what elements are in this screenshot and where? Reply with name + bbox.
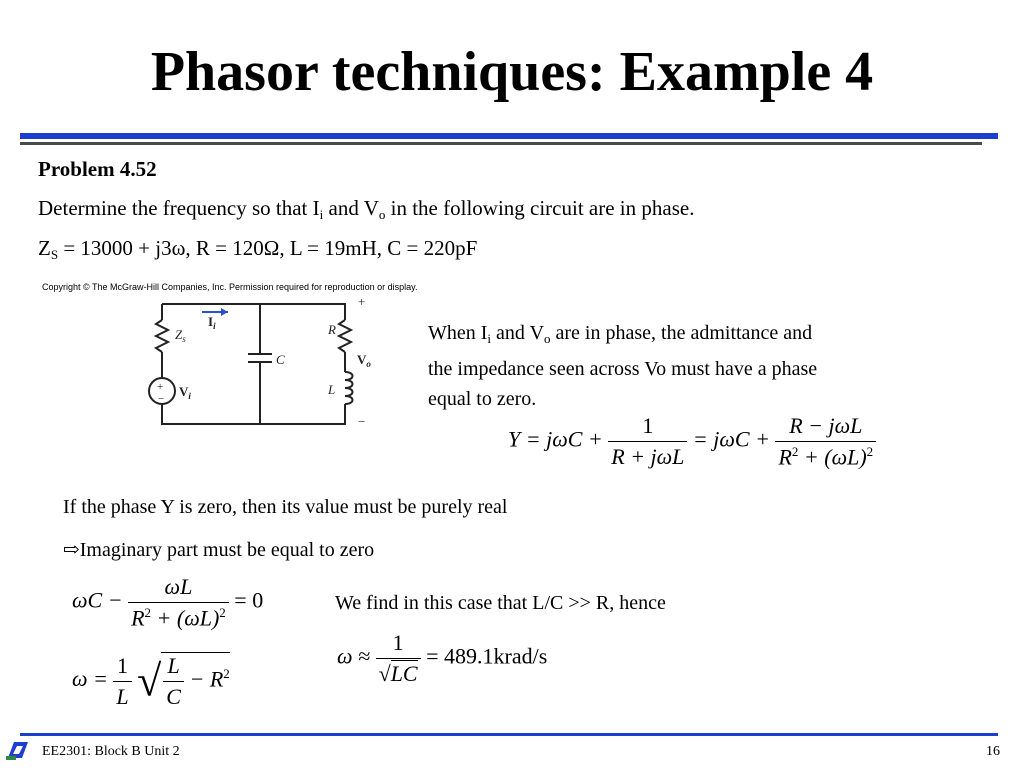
equation-admittance: Y = jωC + $\frac{1}{\text{R + jωL}}$ = jωC + $\frac{\text{R − jωL}}{R^2 + (\omega L)^2}$ <box>508 413 876 470</box>
footer-rule <box>20 733 998 736</box>
sqrt-icon: √ <box>378 661 391 686</box>
label-src-minus: − <box>158 393 165 405</box>
title-rule-gray <box>20 142 982 145</box>
label-l: L <box>328 382 336 397</box>
label-c: C <box>276 352 285 367</box>
problem-parameters: $Z_S = 13000 + j3\omega$, R = 120Ω, L = 19mH, C = 220pF <box>38 236 478 262</box>
equation-approximation: ω ≈ $\frac{1}{√LC}$ = 489.1krad/s <box>337 630 548 686</box>
wire-top <box>162 304 345 320</box>
university-logo-icon <box>4 738 32 762</box>
sqrt-icon: √ <box>137 656 162 706</box>
approximation-statement: We find in this case that L/C >> R, hence <box>335 592 666 614</box>
wire-bottom <box>162 404 345 424</box>
label-zs: $Z_s$ <box>175 327 186 344</box>
zs-resistor <box>156 320 168 352</box>
figure-copyright: Copyright © The McGraw-Hill Companies, Inc. Permission required for reproduction or display. <box>42 282 418 292</box>
equation-imaginary-part: ωC − $\frac{\omega L}{R^2 + (\omega L)^2}$ = 0 <box>72 574 264 631</box>
r-resistor <box>339 320 351 352</box>
label-minus: − <box>358 414 366 429</box>
label-vo: $V_o$ <box>357 352 371 369</box>
problem-heading: Problem 4.52 <box>38 157 157 181</box>
label-r: R <box>328 322 336 337</box>
label-plus: + <box>358 294 366 309</box>
page-number: 16 <box>986 744 1000 759</box>
label-vi: $V_i$ <box>179 384 191 401</box>
circuit-diagram <box>140 292 380 432</box>
capacitor <box>248 354 272 362</box>
label-ii: $I_i$ <box>208 314 216 331</box>
footer-course: EE2301: Block B Unit 2 <box>42 744 180 759</box>
l-inductor <box>345 372 353 404</box>
title-rule-blue <box>20 133 998 139</box>
problem-statement: Determine the frequency so that $I_i$ and $V_o$ in the following circuit are in phase. <box>38 196 695 222</box>
imaginary-statement: ⇨Imaginary part must be equal to zero <box>63 539 375 561</box>
equation-omega: ω = $\frac{1}{L}$ √ $\frac{L}{C}$ − $R^2$ <box>72 652 230 709</box>
explanation-text: When $I_i$ and $V_o$ are in phase, the admittance and the impedance seen across Vo must have a phase equal to zero. <box>428 322 818 410</box>
slide-title: Phasor techniques: Example 4 <box>150 41 874 103</box>
arrow-right-icon: ⇨ <box>63 539 80 561</box>
phase-statement: If the phase Y is zero, then its value must be purely real <box>63 496 508 518</box>
label-src-plus: + <box>157 381 164 393</box>
